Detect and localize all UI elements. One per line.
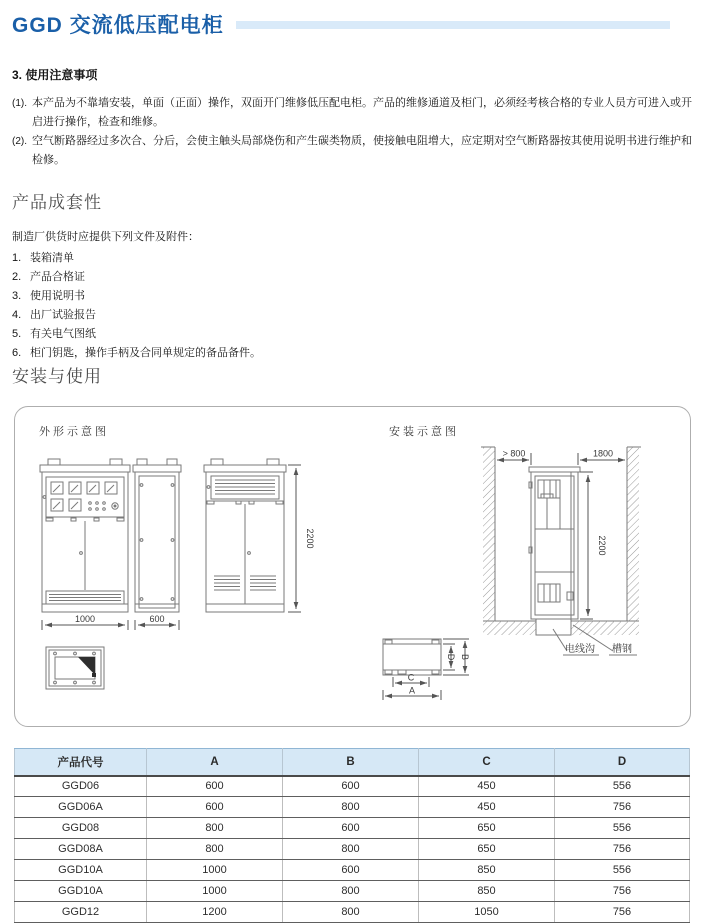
table-cell: GGD06 [15, 776, 147, 797]
table-cell: GGD12 [15, 902, 147, 923]
page-title: GGD 交流低压配电柜 [12, 14, 224, 37]
list-item-number: 3. [12, 290, 22, 302]
dim-front-width: 1000 [74, 614, 96, 624]
table-cell: 450 [419, 797, 555, 818]
list-item [12, 268, 694, 287]
table-cell: 450 [419, 776, 555, 797]
dim-height: 2200 [305, 528, 315, 549]
dim-side-width: 600 [149, 614, 165, 624]
outline-diagram-label: 外形示意图 [39, 426, 109, 438]
list-item-text: 使用说明书 [30, 290, 85, 302]
front-width-dimension [42, 614, 128, 630]
list-item-text: 出厂试验报告 [30, 309, 96, 321]
table-cell: 756 [555, 902, 690, 923]
table-cell: 800 [283, 797, 419, 818]
list-item-number: 5. [12, 328, 22, 340]
height-dimension [288, 465, 315, 612]
usage-note-2-text: 空气断路器经过多次合、分后，会使主触头局部烧伤和产生碳类物质，使接触电阻增大，应定期对空气断路器按其使用说明书进行维护和检修。 [32, 135, 692, 166]
table-row [15, 776, 690, 797]
table-cell: 800 [283, 881, 419, 902]
installation-view-drawing [481, 447, 641, 635]
table-cell: 1050 [419, 902, 555, 923]
table-cell: GGD06A [15, 797, 147, 818]
table-cell: 756 [555, 839, 690, 860]
column-header: D [555, 749, 690, 776]
plan-view-drawing [383, 639, 441, 675]
table-header [15, 749, 690, 776]
table-cell: 1000 [147, 881, 283, 902]
list-item [12, 344, 694, 363]
usage-note-1-text: 本产品为不靠墙安装，单面（正面）操作，双面开门维修低压配电柜。产品的维修通道及柜门，必须经考核合格的专业人员方可进入或开启进行操作，检查和维修。 [32, 97, 692, 128]
dim-c: C [407, 672, 415, 683]
table-cell: GGD08A [15, 839, 147, 860]
table-cell: 756 [555, 881, 690, 902]
trench-label: 电线沟 [565, 644, 595, 655]
installation-dimensions [497, 449, 625, 620]
dim-a: A [408, 685, 416, 696]
table-row [15, 902, 690, 923]
table-cell: 1200 [147, 902, 283, 923]
dim-b: B [460, 653, 470, 661]
table-cell: 600 [147, 776, 283, 797]
table-row [15, 818, 690, 839]
table-row [15, 860, 690, 881]
table-row [15, 839, 690, 860]
list-item-text: 有关电气图纸 [30, 328, 96, 340]
list-item-text: 装箱清单 [30, 252, 74, 264]
product-completeness-section [12, 188, 694, 363]
table-cell: 800 [147, 818, 283, 839]
dim-install-height: 2200 [597, 535, 607, 556]
dim-right-gap: 1800 [592, 448, 614, 459]
table-cell: 800 [283, 902, 419, 923]
product-dimensions-table [14, 748, 690, 923]
table-cell: 600 [283, 776, 419, 797]
list-item [12, 306, 694, 325]
table-cell: 600 [283, 818, 419, 839]
usage-note-1 [12, 94, 694, 132]
usage-notes-section [12, 66, 694, 170]
table-row [15, 797, 690, 818]
list-item [12, 325, 694, 344]
table-cell: GGD08 [15, 818, 147, 839]
table-cell: 850 [419, 881, 555, 902]
usage-note-2 [12, 132, 694, 170]
usage-note-1-number: (1). [12, 98, 27, 109]
front-view-drawing [40, 459, 130, 612]
usage-notes-heading: 3. 使用注意事项 [12, 68, 98, 82]
list-item-number: 4. [12, 309, 22, 321]
table-cell: 650 [419, 818, 555, 839]
channel-steel-label: 槽钢 [612, 644, 632, 655]
installation-heading: 安装与使用 [12, 367, 102, 386]
rear-view-drawing [204, 459, 286, 612]
table-cell: 556 [555, 860, 690, 881]
table-cell: 600 [283, 860, 419, 881]
installation-diagram-panel [14, 406, 691, 727]
completeness-list [12, 249, 694, 363]
table-cell: 800 [147, 839, 283, 860]
completeness-heading: 产品成套性 [12, 193, 102, 212]
list-item-number: 1. [12, 252, 22, 264]
column-header: A [147, 749, 283, 776]
table-cell: 650 [419, 839, 555, 860]
list-item-text: 产品合格证 [30, 271, 85, 283]
table-cell: 556 [555, 818, 690, 839]
column-header: B [283, 749, 419, 776]
side-width-dimension [135, 614, 179, 630]
dim-d: D [446, 653, 456, 661]
column-header: C [419, 749, 555, 776]
table-cell: 600 [147, 797, 283, 818]
table-cell: 1000 [147, 860, 283, 881]
table-row [15, 881, 690, 902]
cable-entry-frame-drawing [46, 647, 104, 689]
technical-drawing [15, 407, 692, 728]
side-view-drawing [133, 459, 181, 612]
dim-left-gap: > 800 [502, 448, 526, 459]
table-cell: 800 [283, 839, 419, 860]
usage-note-2-number: (2). [12, 136, 27, 147]
title-accent-bar [236, 21, 670, 29]
table-cell: GGD10A [15, 860, 147, 881]
table-cell: 850 [419, 860, 555, 881]
list-item [12, 287, 694, 306]
table-cell: 756 [555, 797, 690, 818]
table-cell: 556 [555, 776, 690, 797]
list-item-number: 6. [12, 347, 22, 359]
completeness-intro: 制造厂供货时应提供下列文件及附件： [12, 231, 199, 243]
list-item-text: 柜门钥匙，操作手柄及合同单规定的备品备件。 [30, 347, 261, 359]
list-item-number: 2. [12, 271, 22, 283]
install-diagram-label: 安装示意图 [389, 426, 459, 438]
list-item [12, 249, 694, 268]
column-header: 产品代号 [15, 749, 147, 776]
table-cell: GGD10A [15, 881, 147, 902]
